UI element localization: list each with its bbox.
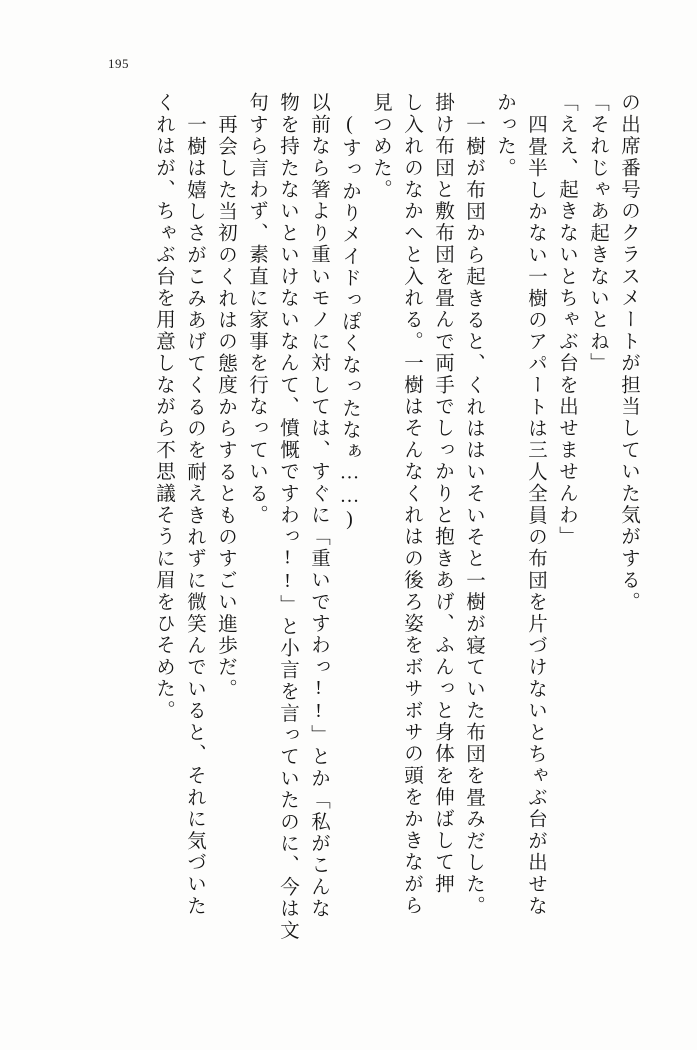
text-column: (すっかりメイドっぽくなったなぁ……) xyxy=(339,114,360,533)
text-column: 句すら言わず、素直に家事を行なっている。 xyxy=(246,92,267,526)
text-column: 以前なら箸より重いモノに対しては、すぐに「重いですわっ!!」とか「私がこんな xyxy=(308,92,329,920)
text-column: かった。 xyxy=(494,92,515,179)
text-column: 四畳半しかない一樹のアパートは三人全員の布団を片づけないとちゃぶ台が出せな xyxy=(525,114,546,917)
page-number: 195 xyxy=(108,56,129,71)
text-column: 再会した当初のくれはの態度からするとものすごい進歩だ。 xyxy=(215,114,236,700)
text-column: 「それじゃあ起きないとね」 xyxy=(587,92,608,375)
text-column: 物を持たないといけないなんて、憤慨ですわっ!!」と小言を言っていたのに、今は文 xyxy=(277,92,298,942)
text-column: 一樹は嬉しさがこみあげてくるのを耐えきれずに微笑んでいると、それに気づいた xyxy=(184,114,205,917)
text-column: し入れのなかへと入れる。一樹はそんなくれはの後ろ姿をボサボサの頭をかきながら xyxy=(401,92,422,917)
text-column: の出席番号のクラスメートが担当していた気がする。 xyxy=(618,92,639,613)
text-column: 見つめた。 xyxy=(370,92,391,201)
text-column: くれはが、ちゃぶ台を用意しながら不思議そうに眉をひそめた。 xyxy=(153,92,174,722)
text-column: 「ええ、起きないとちゃぶ台を出せませんわ」 xyxy=(556,92,577,548)
text-column: 掛け布団と敷布団を畳んで両手でしっかりと抱きあげ、ふんっと身体を伸ばして押 xyxy=(432,92,453,895)
text-column: 一樹が布団から起きると、くれははいそいそと一樹が寝ていた布団を畳みだした。 xyxy=(463,114,484,917)
vertical-text-block xyxy=(78,92,638,992)
